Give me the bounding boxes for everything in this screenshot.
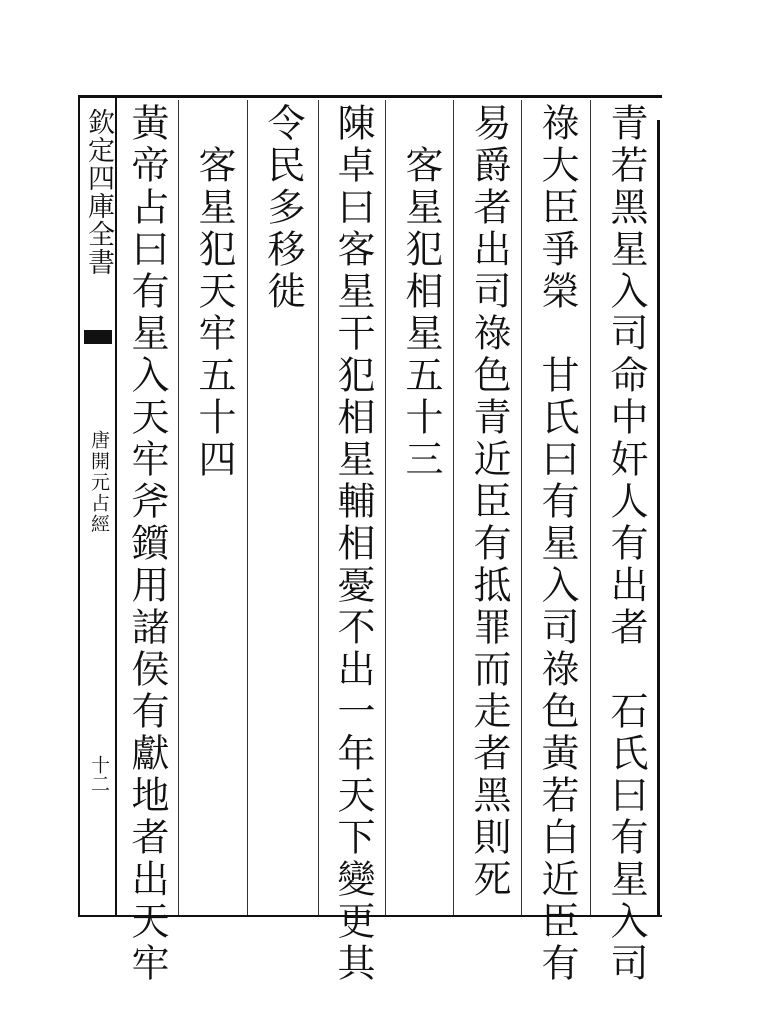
column-divider bbox=[385, 100, 386, 915]
column-divider bbox=[590, 100, 591, 915]
section-heading: 客星犯天牢五十四 bbox=[192, 103, 236, 481]
frame-left-rule bbox=[115, 98, 117, 915]
frame-right-rule bbox=[657, 120, 660, 915]
text-column: 青若黑星入司命中奸人有出者 石氏曰有星入司 bbox=[604, 103, 648, 985]
frame-top-rule bbox=[78, 95, 662, 98]
text-column: 易爵者出司祿色青近臣有抵罪而走者黑則死 bbox=[467, 103, 511, 901]
text-column: 黃帝占曰有星入天牢斧鑕用諸侯有獻地者出天牢 bbox=[125, 103, 169, 985]
series-title: 欽定四庫全書 bbox=[83, 108, 114, 276]
column-divider bbox=[178, 100, 179, 915]
book-title: 唐開元占經 bbox=[88, 430, 110, 535]
column-divider bbox=[247, 100, 248, 915]
column-divider bbox=[318, 100, 319, 915]
column-divider bbox=[453, 100, 454, 915]
column-divider bbox=[521, 100, 522, 915]
text-column: 令民多移徙 bbox=[261, 103, 305, 313]
text-column: 祿大臣爭榮 甘氏曰有星入司祿色黃若白近臣有 bbox=[535, 103, 579, 985]
page-number: 十二 bbox=[88, 755, 110, 793]
text-column: 陳卓曰客星干犯相星輔相憂不出一年天下變更其 bbox=[331, 103, 375, 985]
margin-left-rule bbox=[78, 95, 80, 917]
fishtail-mark bbox=[84, 330, 112, 344]
section-heading: 客星犯相星五十三 bbox=[399, 103, 443, 481]
